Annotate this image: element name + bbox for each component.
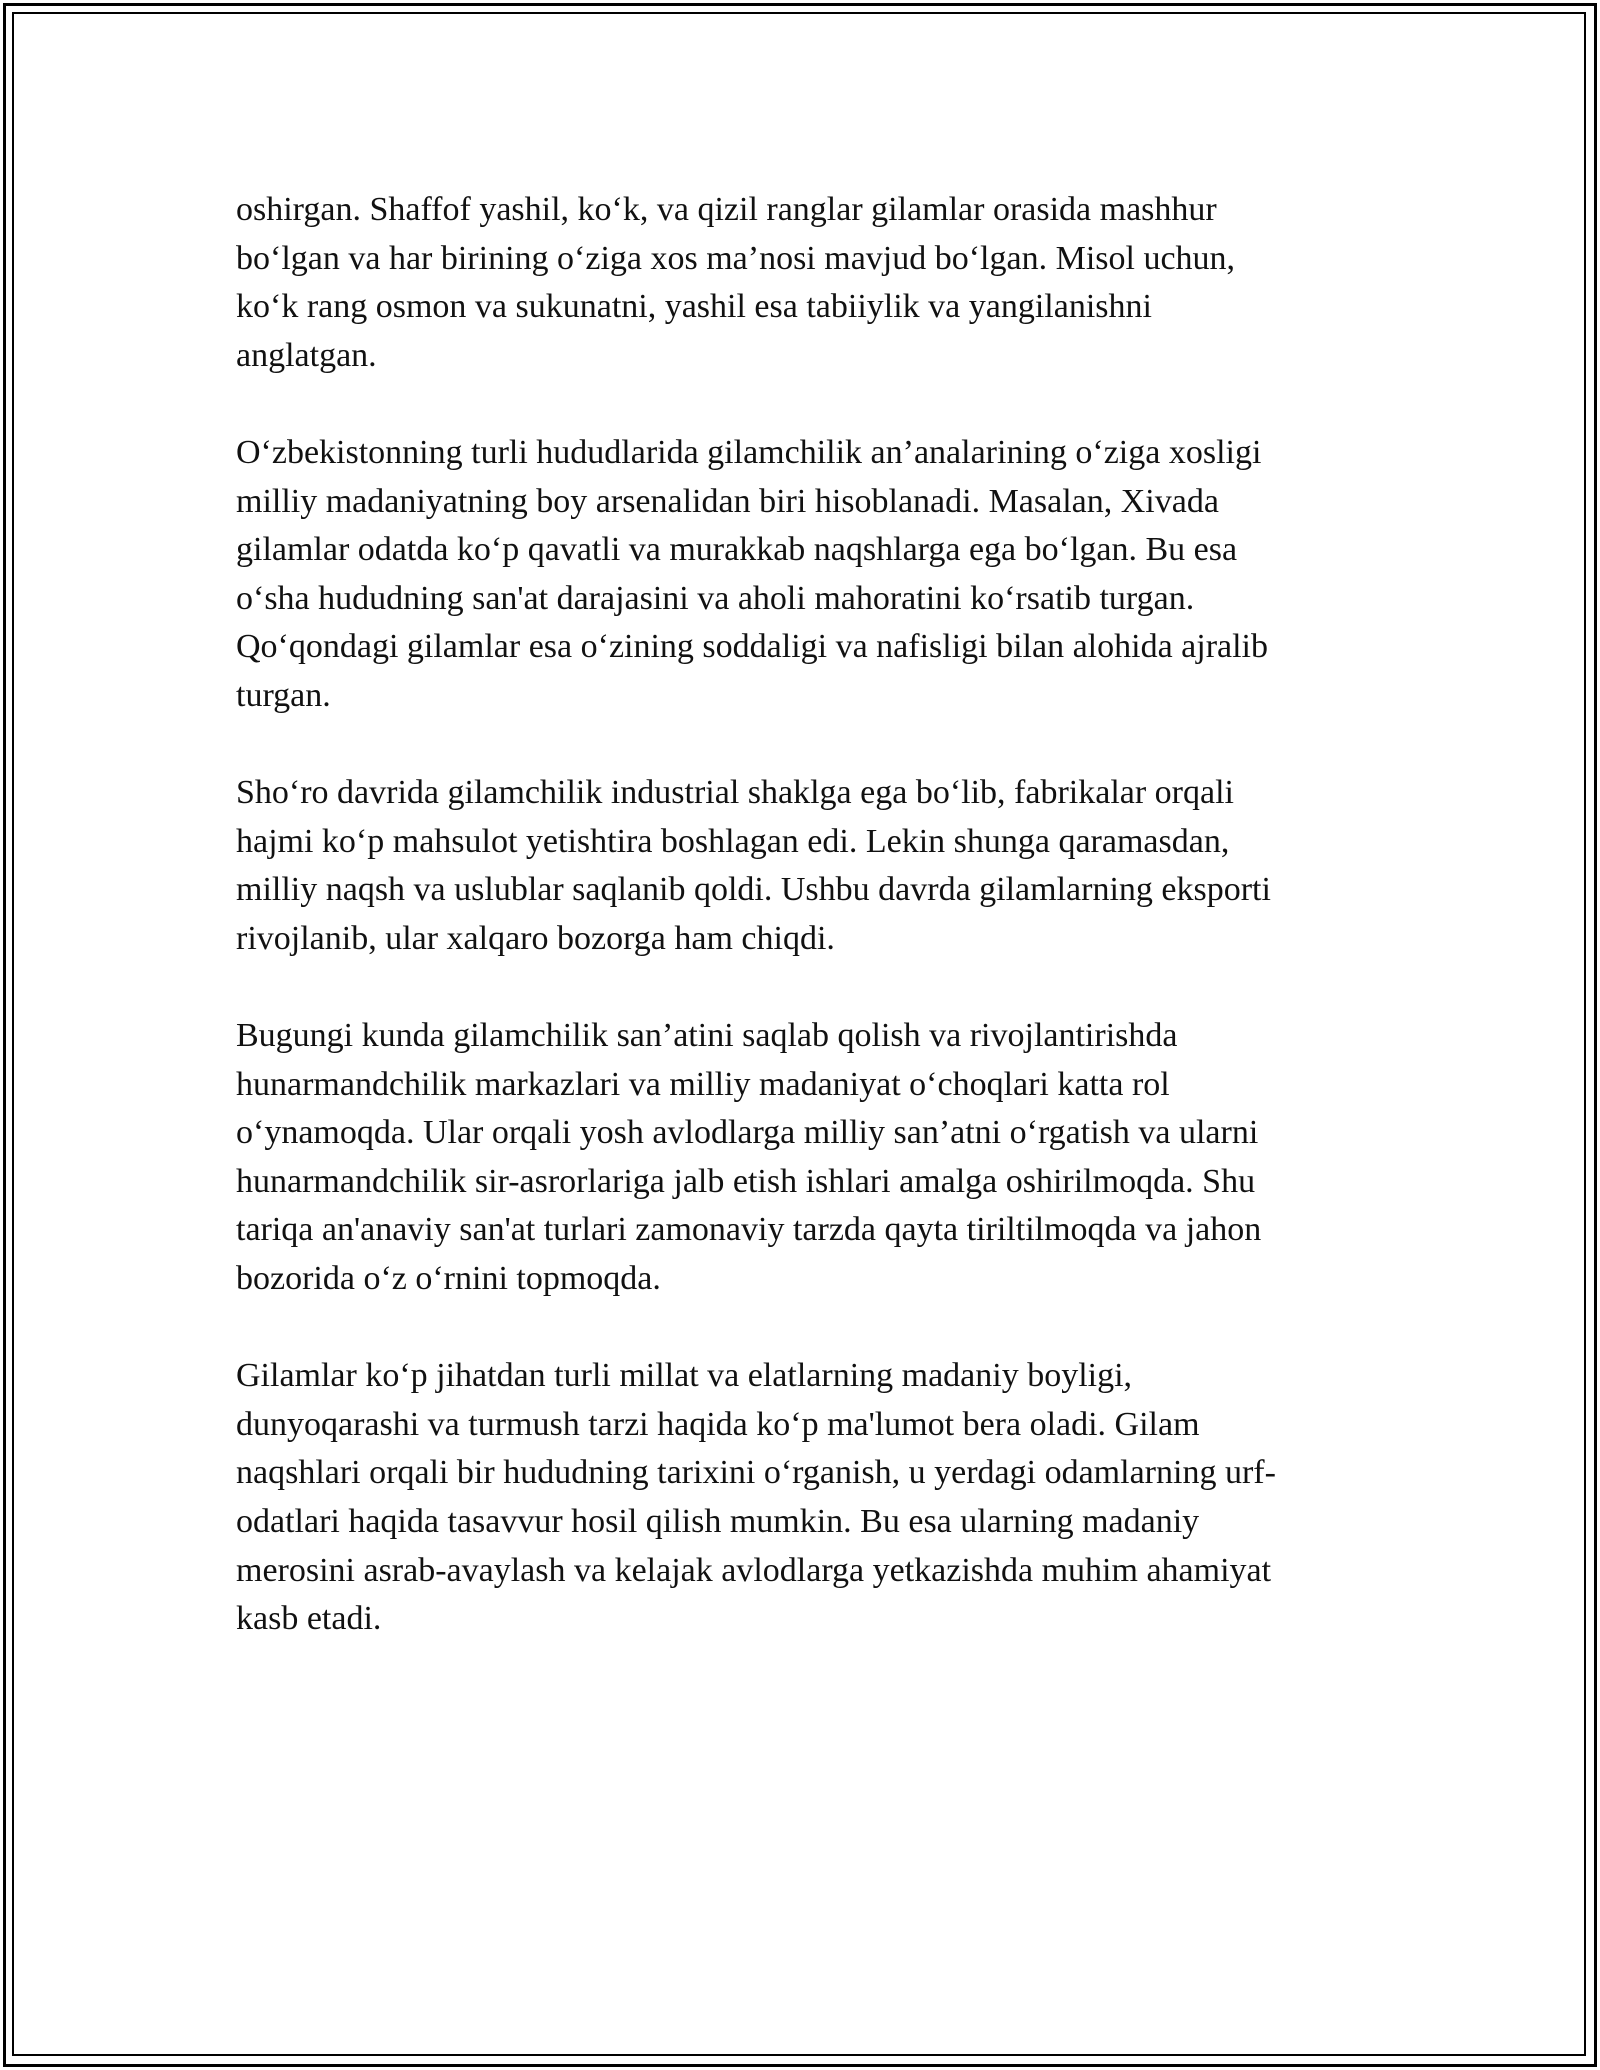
paragraph-regional-traditions: O‘zbekistonning turli hududlarida gilamchilik an’analarining o‘ziga xosligi milliy madaniyatning boy arsenalidan biri hisoblanadi. Masalan, Xivada gilamlar odatda ko‘p qavatli va murakkab naqshlarga ega bo‘lgan. Bu esa o‘sha hududning san'at darajasini va aholi mahoratini ko‘rsatib turgan. Qo‘qondagi gilamlar esa o‘zining soddaligi va nafisligi bilan alohida ajralib turgan. <box>236 433 1269 714</box>
paragraph-modern-preservation: Bugungi kunda gilamchilik san’atini saqlab qolish va rivojlantirishda hunarmandchilik markazlari va milliy madaniyat o‘choqlari katta rol o‘ynamoqda. Ular orqali yosh avlodlarga milliy san’atni o‘rgatish va ularni hunarmandchilik sir-asrorlariga jalb etish ishlari amalga oshirilmoqda. Shu tariqa an'anaviy san'at turlari zamonaviy tarzda qayta tiriltilmoqda va jahon bozorida o‘z o‘rnini topmoqda. <box>236 1017 1262 1298</box>
paragraph-soviet-era: Sho‘ro davrida gilamchilik industrial shaklga ega bo‘lib, fabrikalar orqali hajmi ko‘p mahsulot yetishtira boshlagan edi. Lekin shunga qaramasdan, milliy naqsh va uslublar saqlanib qoldi. Ushbu davrda gilamlarning eksporti rivojlanib, ular xalqaro bozorga ham chiqdi. <box>236 774 1271 957</box>
document-body <box>236 186 1364 1692</box>
paragraph-cultural-heritage: Gilamlar ko‘p jihatdan turli millat va elatlarning madaniy boyligi, dunyoqarashi va turmush tarzi haqida ko‘p ma'lumot bera oladi. Gilam naqshlari orqali bir hududning tarixini o‘rganish, u yerdagi odamlarning urf- odatlari haqida tasavvur hosil qilish mumkin. Bu esa ularning madaniy merosini asrab-avaylash va kelajak avlodlarga yetkazishda muhim ahamiyat kasb etadi. <box>236 1357 1276 1638</box>
paragraph-carpet-colors: oshirgan. Shaffof yashil, ko‘k, va qizil ranglar gilamlar orasida mashhur bo‘lgan va har birining o‘ziga xos ma’nosi mavjud bo‘lgan. Misol uchun, ko‘k rang osmon va sukunatni, yashil esa tabiiylik va yangilanishni anglatgan. <box>236 191 1236 374</box>
